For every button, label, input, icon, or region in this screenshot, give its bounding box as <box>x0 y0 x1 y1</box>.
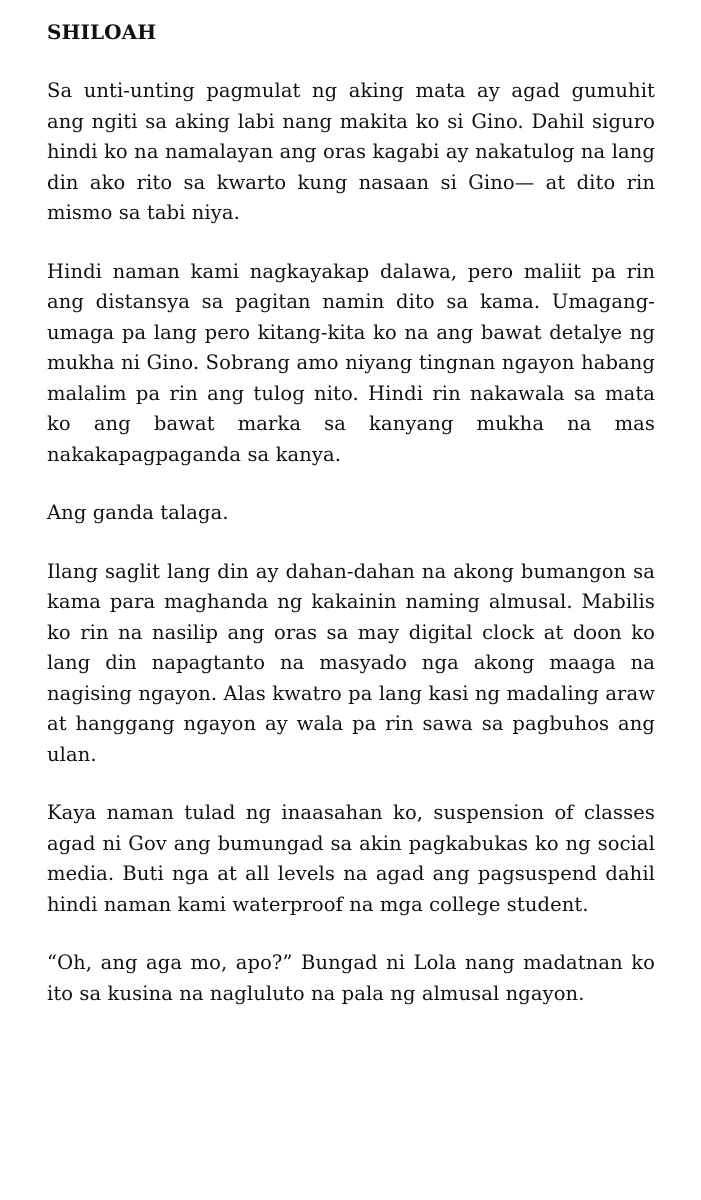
document-page <box>47 16 655 1037</box>
paragraph-5: Kaya naman tulad ng inaasahan ko, suspension of classes agad ni Gov ang bumungad sa akin pagkabukas ko ng social media. Buti nga at all levels na agad ang pagsuspend dahil hindi naman kami waterproof na mga college student. <box>47 801 655 916</box>
chapter-heading: SHILOAH <box>47 20 157 44</box>
paragraph-4: Ilang saglit lang din ay dahan-dahan na akong bumangon sa kama para maghanda ng kakainin naming almusal. Mabilis ko rin na nasilip ang oras sa may digital clock at doon ko lang din napagtanto na masyado nga akong maaga na nagising ngayon. Alas kwatro pa lang kasi ng madaling araw at hanggang ngayon ay wala pa rin sawa sa pagbuhos ang ulan. <box>47 559 655 766</box>
paragraph-6: “Oh, ang aga mo, apo?” Bungad ni Lola nang madatnan ko ito sa kusina na nagluluto na pala ng almusal ngayon. <box>47 951 655 1005</box>
paragraph-3: Ang ganda talaga. <box>47 501 229 524</box>
paragraph-1: Sa unti-unting pagmulat ng aking mata ay agad gumuhit ang ngiti sa aking labi nang makita ko si Gino. Dahil siguro hindi ko na namalayan ang oras kagabi ay nakatulog na lang din ako rito sa kwarto kung nasaan si Gino— at dito rin mismo sa tabi niya. <box>47 79 655 224</box>
paragraph-2: Hindi naman kami nagkayakap dalawa, pero maliit pa rin ang distansya sa pagitan namin dito sa kama. Umagang-umaga pa lang pero kitang-kita ko na ang bawat detalye ng mukha ni Gino. Sobrang amo niyang tingnan ngayon habang malalim pa rin ang tulog nito. Hindi rin nakawala sa mata ko ang bawat marka sa kanyang mukha na mas nakakapagpaganda sa kanya. <box>47 259 655 466</box>
